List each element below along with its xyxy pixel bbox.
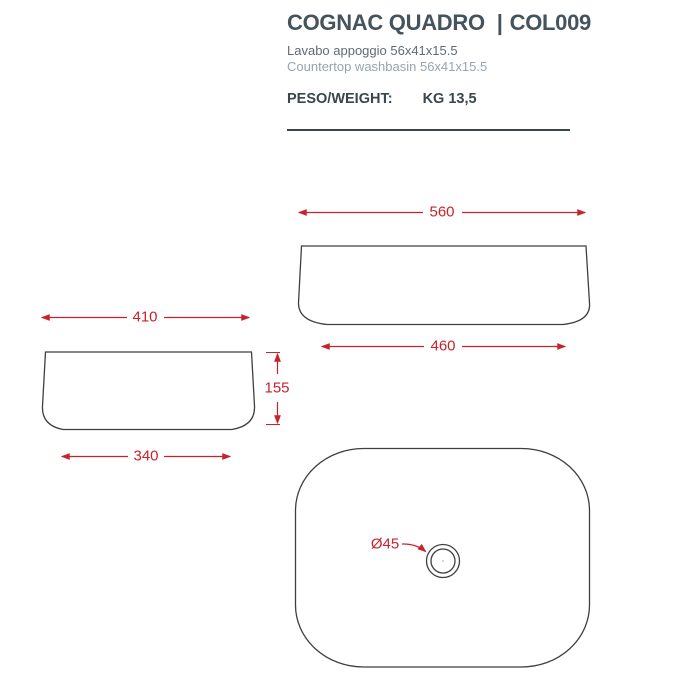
dim-side-bottom-width-label: 340	[133, 447, 159, 465]
weight-value: KG 13,5	[422, 91, 477, 107]
title-separator-bar: |	[496, 10, 503, 35]
dim-side-top-width-label: 410	[132, 308, 158, 326]
side-view-outline	[42, 352, 254, 430]
product-name: COGNAC QUADRO	[287, 10, 485, 35]
top-view-outline	[296, 449, 590, 668]
product-code: COL009	[509, 10, 591, 35]
subtitle-italian: Lavabo appoggio 56x41x15.5	[287, 43, 458, 58]
dim-drain-diameter-label: Ø45	[370, 535, 400, 553]
dim-front-top-width-label: 560	[429, 203, 455, 221]
dim-side-height-label: 155	[264, 379, 290, 397]
weight-label: PESO/WEIGHT:	[287, 91, 393, 107]
front-view-outline	[299, 246, 590, 325]
subtitle-english: Countertop washbasin 56x41x15.5	[287, 59, 488, 74]
dim-front-bottom-width-label: 460	[430, 337, 456, 355]
drain-hole	[427, 545, 460, 578]
drain-leader-line	[402, 544, 426, 552]
